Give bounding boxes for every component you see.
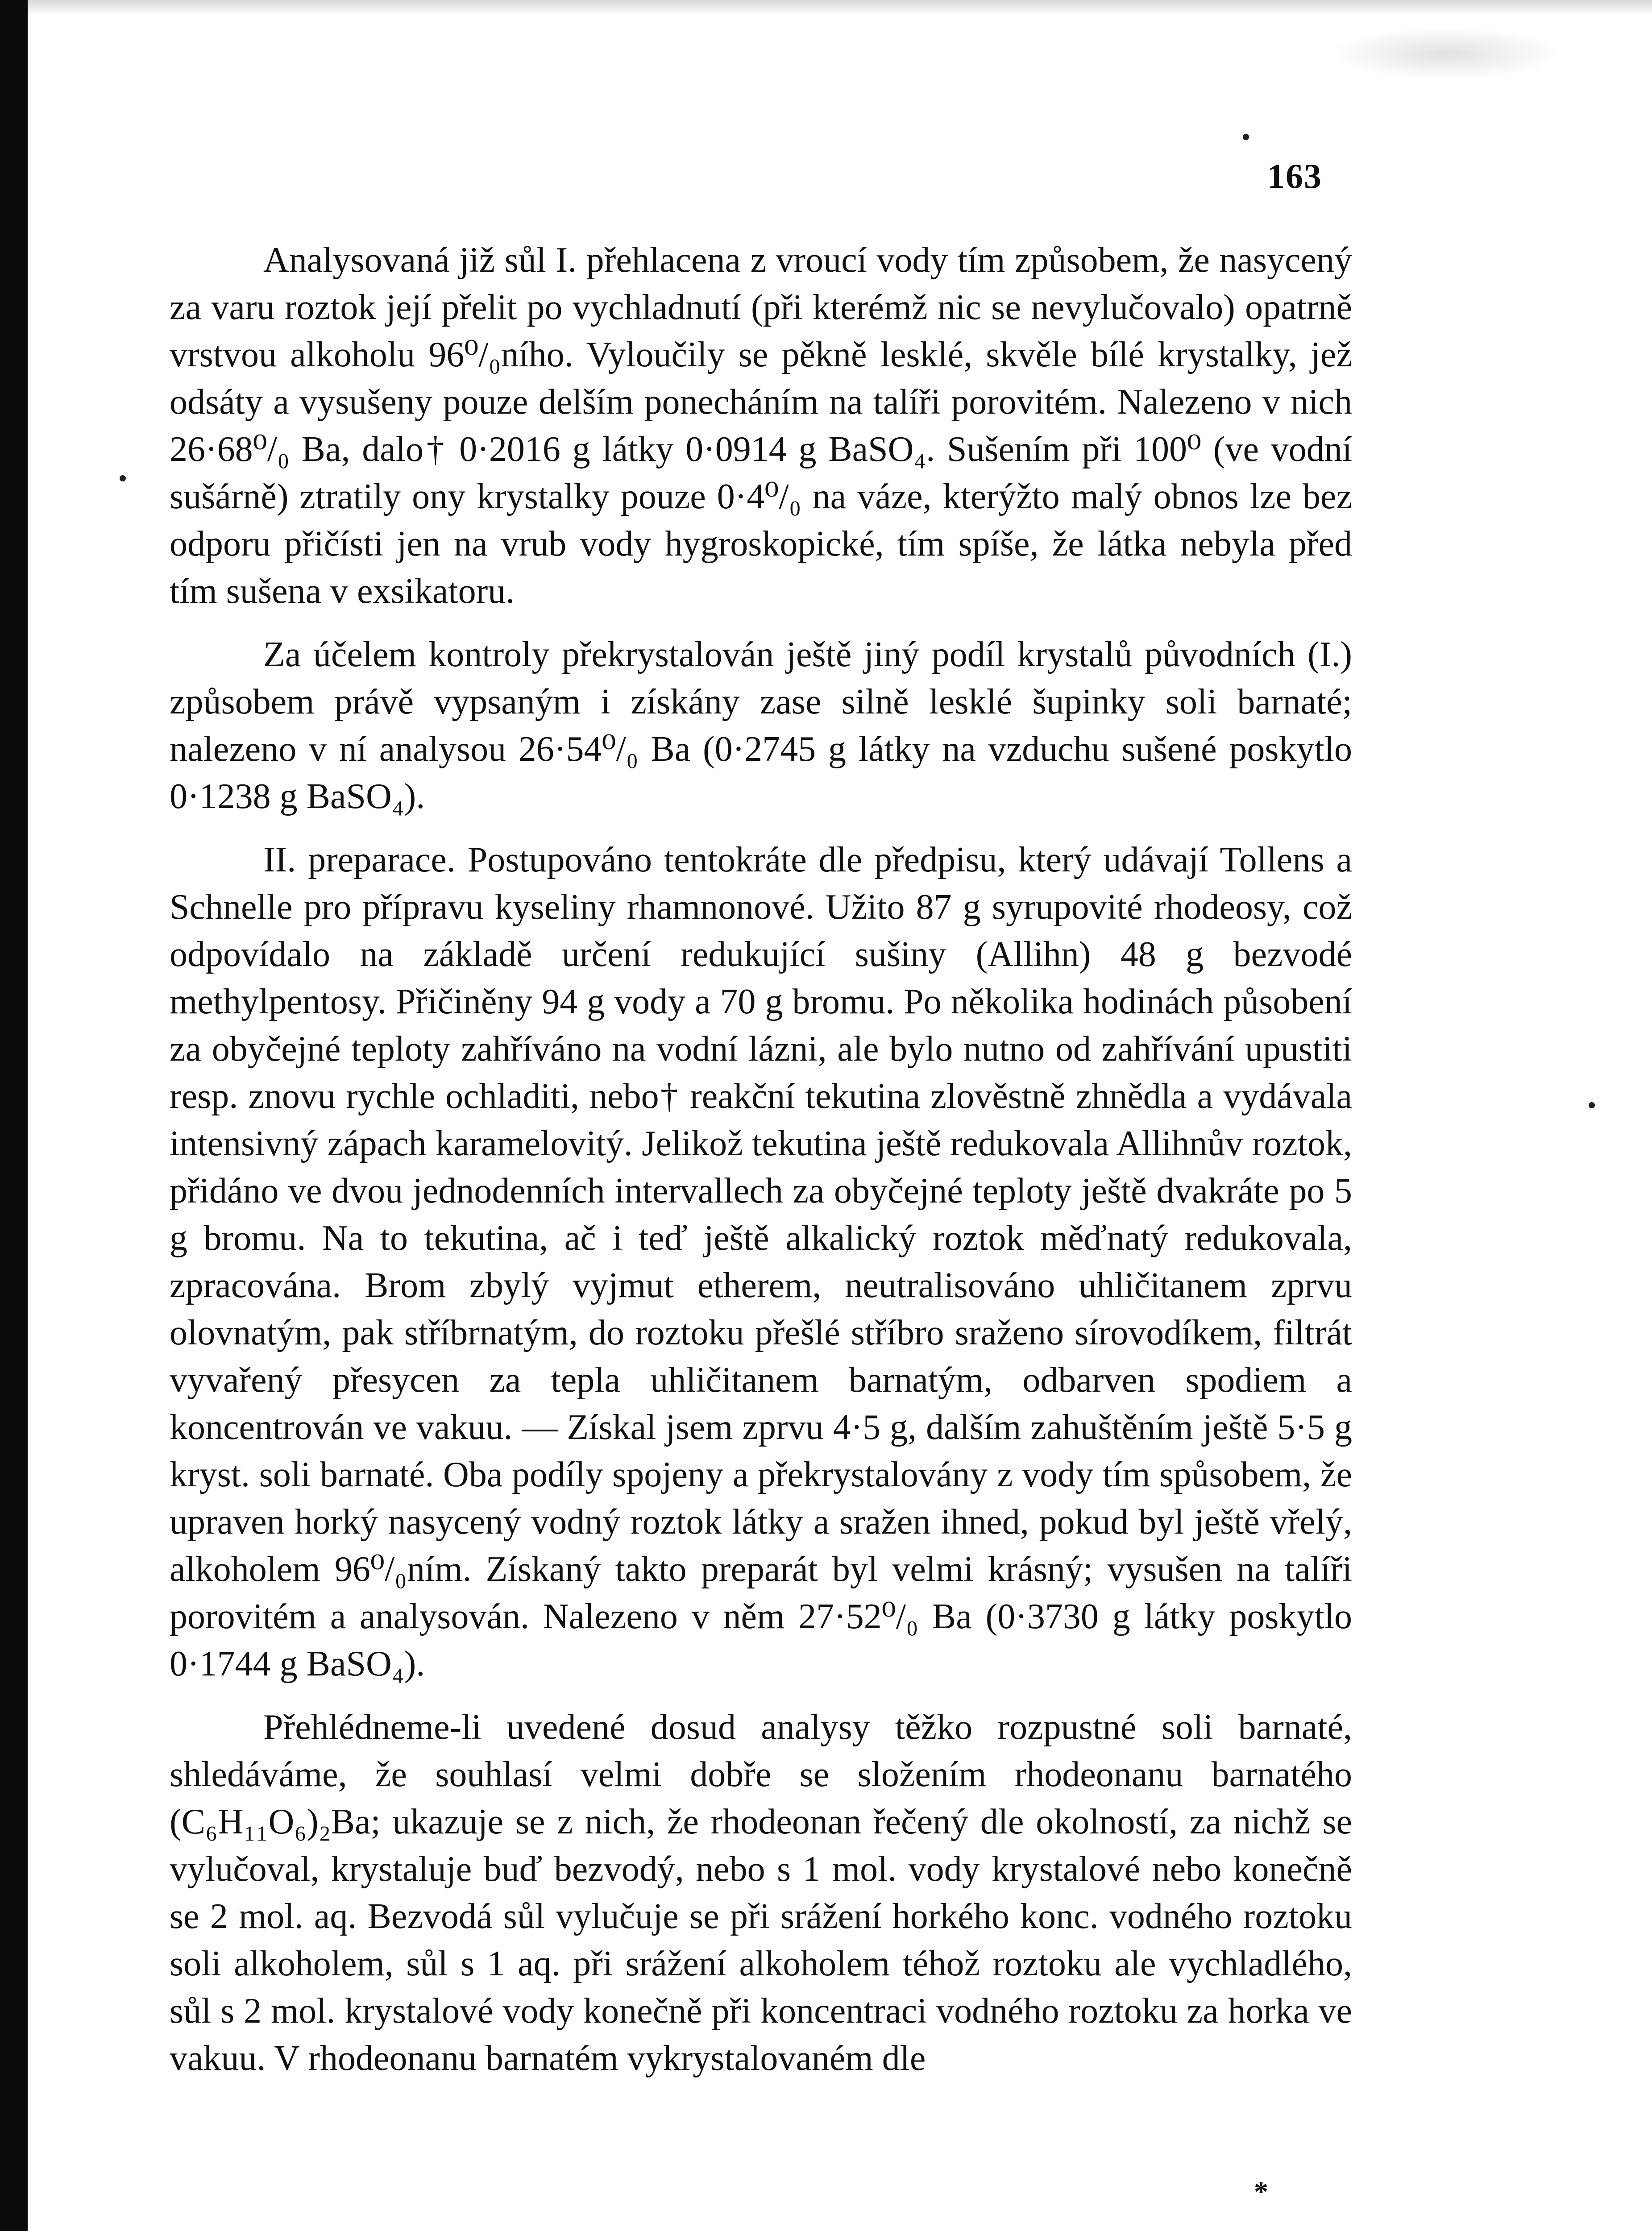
paragraph: Analysovaná již sůl I. přehlacena z vroucí vody tím způsobem, že nasycený za varu roztok její přelit po vychladnutí (při kterémž nic se nevylučovalo) opatrně vrstvou alkoholu 96⁰/₀ního. Vyloučily se pěkně lesklé, skvěle bílé krystalky, jež odsáty a vysušeny pouze delším ponecháním na talíři porovitém. Nalezeno v nich 26·68⁰/₀ Ba, dalo† 0·2016 g látky 0·0914 g BaSO₄. Sušením při 100⁰ (ve vodní sušárně) ztratily ony krystalky pouze 0·4⁰/₀ na váze, kterýžto malý obnos lze bez odporu přičísti jen na vrub vody hygroskopické, tím spíše, že látka nebyla před tím sušena v exsikatoru. xyxy=(170,241,1352,611)
scan-speck xyxy=(1589,1102,1595,1108)
paragraph: Za účelem kontroly překrystalován ještě jiný podíl krystalů původních (I.) způsobem právě vypsaným i získány zase silně lesklé šupinky soli barnaté; nalezeno v ní analysou 26·54⁰/₀ Ba (0·2745 g látky na vzduchu sušené poskytlo 0·1238 g BaSO₄). xyxy=(170,635,1352,816)
scan-border xyxy=(0,0,28,2231)
scan-speck xyxy=(1243,134,1249,140)
document-body xyxy=(170,236,1352,2082)
paragraph: Přehlédneme-li uvedené dosud analysy těžko rozpustné soli barnaté, shledáváme, že souhlasí velmi dobře se složením rhodeonanu barnatého (C₆H₁₁O₆)₂Ba; ukazuje se z nich, že rhodeonan řečený dle okolností, za nichž se vylučoval, krystaluje buď bezvodý, nebo s 1 mol. vody krystalové nebo konečně se 2 mol. aq. Bezvodá sůl vylučuje se při srážení horkého konc. vodného roztoku soli alkoholem, sůl s 1 aq. při srážení alkoholem téhož roztoku ale vychladlého, sůl s 2 mol. krystalové vody konečně při koncentraci vodného roztoku za horka ve vakuu. V rhodeonanu barnatém vykrystalovaném dle xyxy=(170,1708,1352,2078)
paragraph: II. preparace. Postupováno tentokráte dle předpisu, který udávají Tollens a Schnelle pro přípravu kyseliny rhamnonové. Užito 87 g syrupovité rhodeosy, což odpovídalo na základě určení redukující sušiny (Allihn) 48 g bezvodé methylpentosy. Přičiněny 94 g vody a 70 g bromu. Po několika hodinách působení za obyčejné teploty zahříváno na vodní lázni, ale bylo nutno od zahřívání upustiti resp. znovu rychle ochladiti, nebo† reakční tekutina zlověstně zhnědla a vydávala intensivný zápach karamelovitý. Jelikož tekutina ještě redukovala Allihnův roztok, přidáno ve dvou jednodenních intervallech za obyčejné teploty ještě dvakráte po 5 g bromu. Na to tekutina, ač i teď ještě alkalický roztok měďnatý redukovala, zpracována. Brom zbylý vyjmut etherem, neutralisováno uhličitanem zprvu olovnatým, pak stříbrnatým, do roztoku přešlé stříbro sraženo sírovodíkem, filtrát vyvařený přesycen za tepla uhličitanem barnatým, odbarven spodiem a koncentrován ve vakuu. — Získal jsem zprvu 4·5 g, dalším zahuštěním ještě 5·5 g kryst. soli barnaté. Oba podíly spojeny a překrystalovány z vody tím spůsobem, že upraven horký nasycený vodný roztok látky a sražen ihned, pokud byl ještě vřelý, alkoholem 96⁰/₀ním. Získaný takto preparát byl velmi krásný; vysušen na talíři porovitém a analysován. Nalezeno v něm 27·52⁰/₀ Ba (0·3730 g látky poskytlo 0·1744 g BaSO₄). xyxy=(170,840,1352,1684)
scan-top-edge xyxy=(28,0,1652,15)
footnote-mark: * xyxy=(1254,2176,1268,2207)
page-number: 163 xyxy=(1267,157,1322,195)
scan-smudge xyxy=(1330,27,1562,80)
scan-speck xyxy=(120,475,126,481)
